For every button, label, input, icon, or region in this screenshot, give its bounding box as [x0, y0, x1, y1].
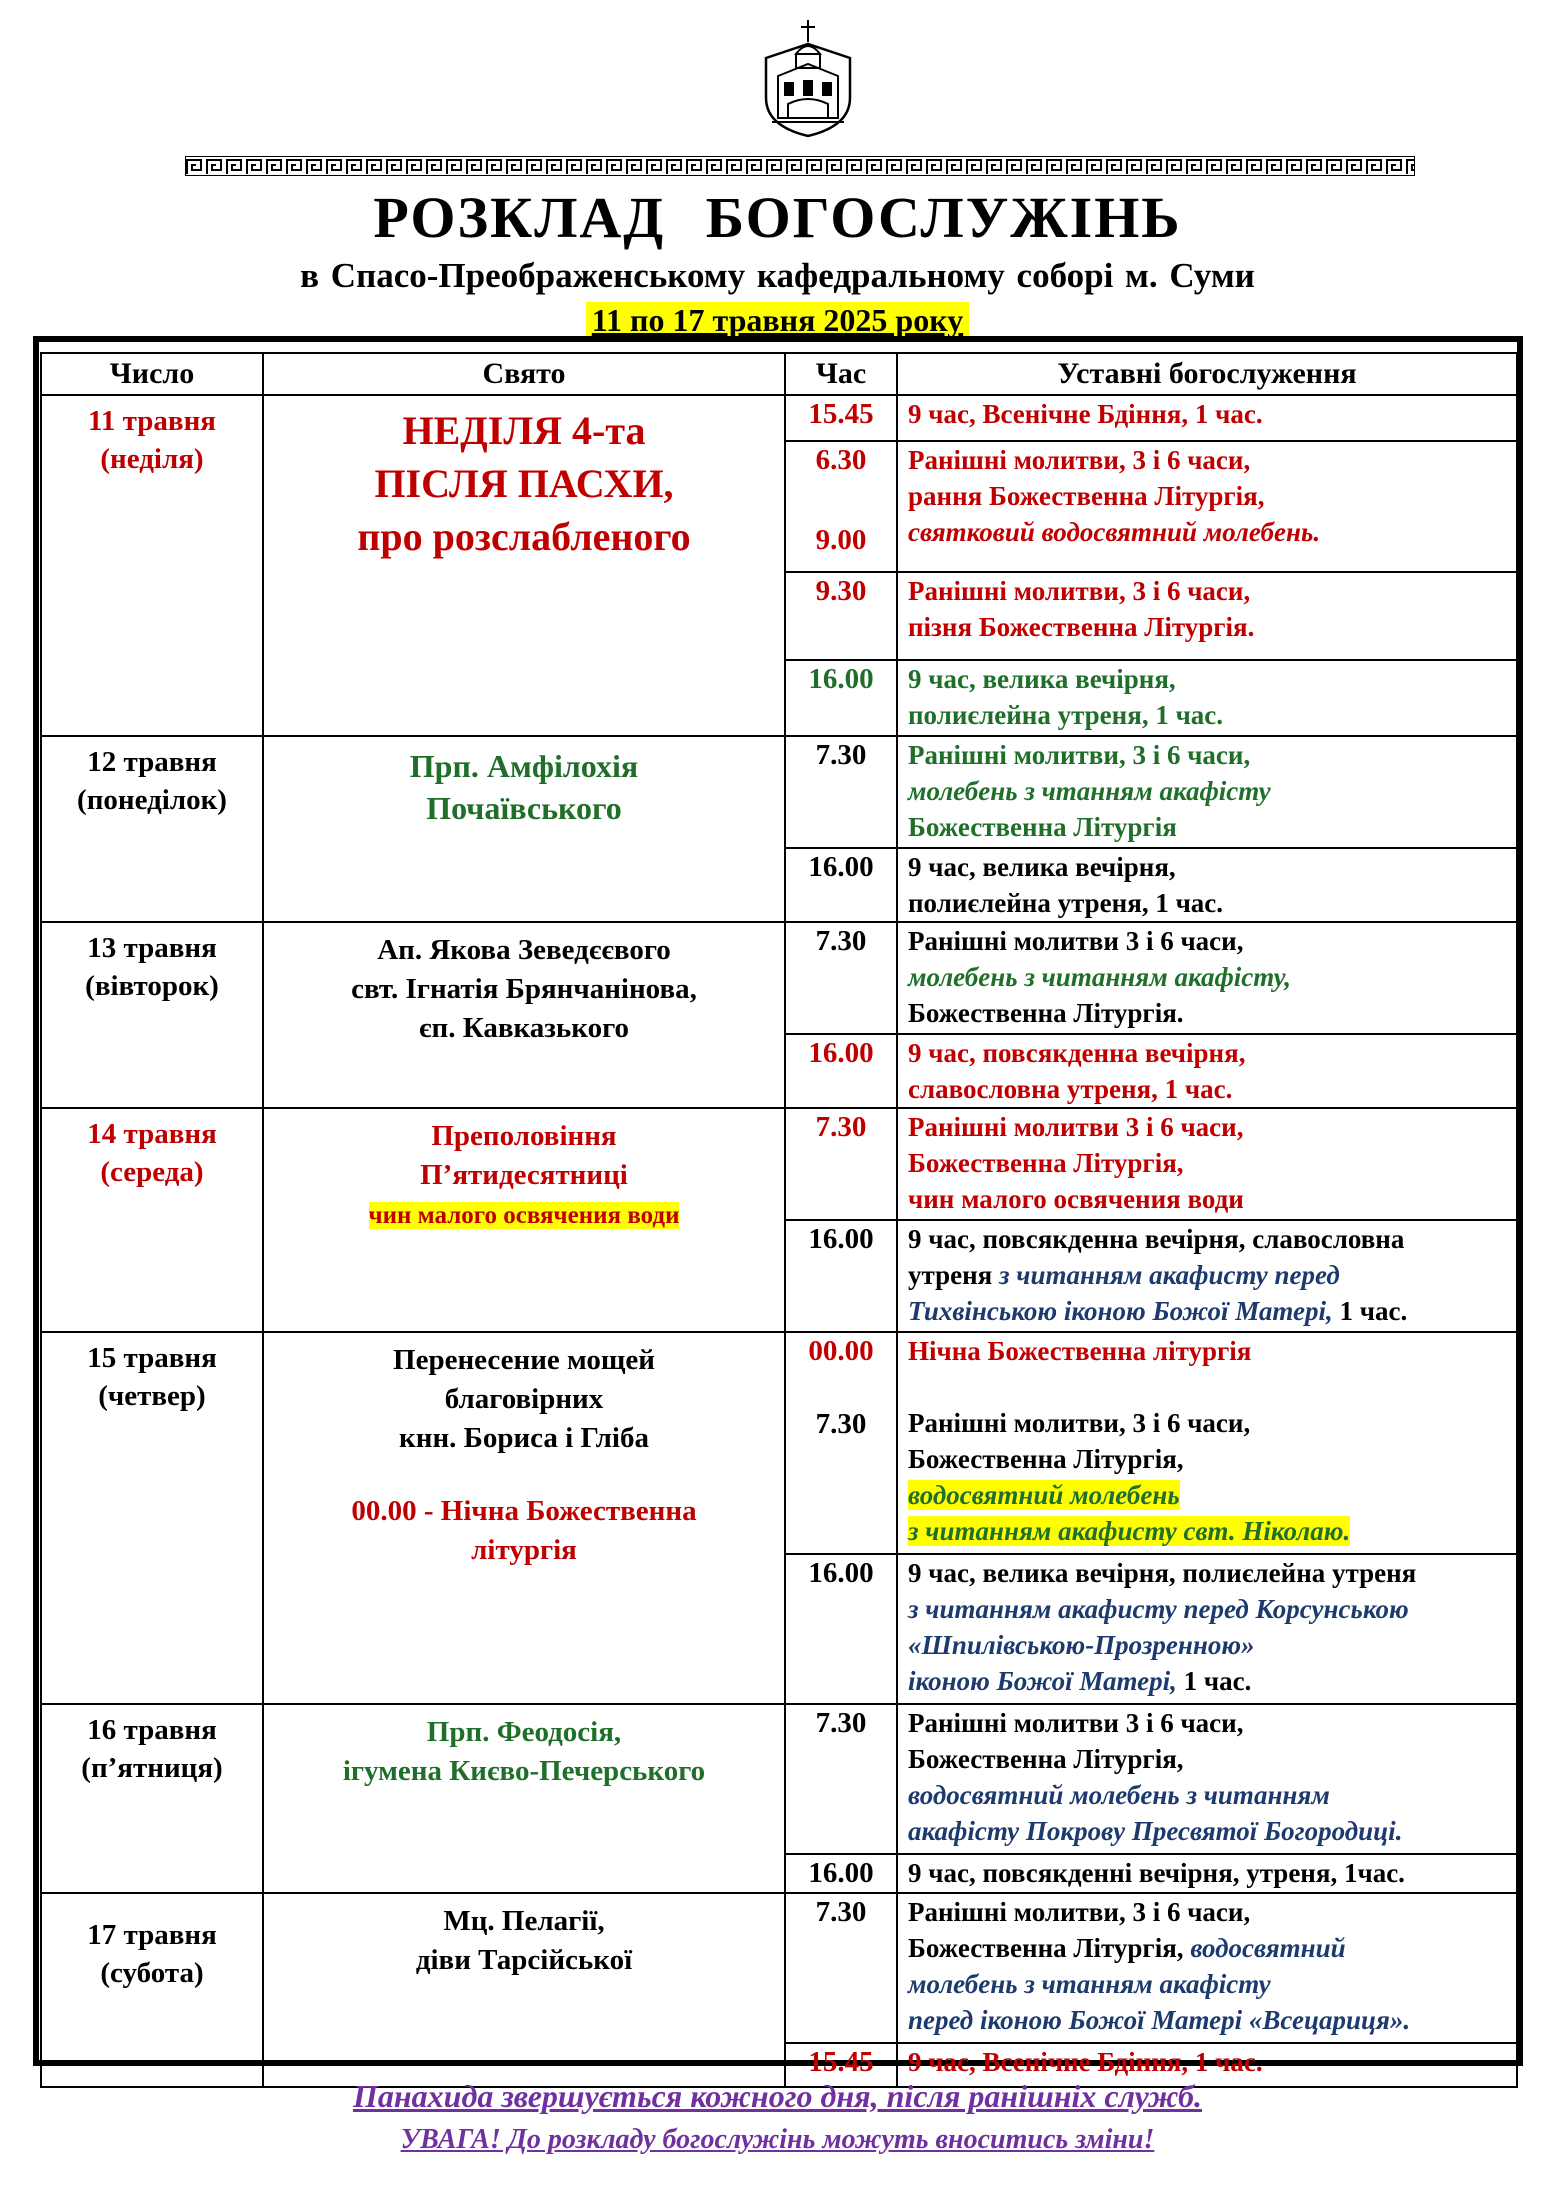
service-line: Ранішні молитви 3 і 6 часи,	[908, 1708, 1244, 1738]
day-cell	[41, 1893, 263, 2087]
service-time: 16.00	[785, 848, 897, 922]
service-line: Божественна Літургія	[908, 812, 1177, 842]
service-line: 1 час.	[1176, 1666, 1252, 1696]
service-line: акафісту Покрову Пресвятої Богородиці.	[908, 1816, 1403, 1846]
day-weekday: (вівторок)	[85, 970, 219, 1002]
service-time-cell	[785, 1332, 897, 1554]
service-cell	[897, 1332, 1517, 1554]
service-cell	[897, 1704, 1517, 1854]
table-header-row	[41, 353, 1517, 395]
day-date: 16 травня	[87, 1714, 217, 1746]
day-cell	[41, 922, 263, 1108]
service-line: 9 час, велика вечірня,	[908, 852, 1176, 882]
service-line: Ранішні молитви 3 і 6 часи,	[908, 926, 1244, 956]
service-time: 15.45	[785, 395, 897, 441]
service-line: Божественна Літургія,	[908, 1744, 1184, 1774]
service-cell	[897, 736, 1517, 848]
service-line: з читанням акафисту перед	[999, 1260, 1340, 1290]
footer-memorial-note: Панахида звершується кожного дня, після ранішніх служб.	[352, 2078, 1203, 2114]
service-time: 7.30	[785, 1704, 897, 1854]
table-row	[41, 1332, 1517, 1554]
service-line: молебень з чтанням акафісту	[908, 1969, 1271, 1999]
feast-line: про розслабленого	[357, 514, 691, 559]
footer-warning: УВАГА! До розкладу богослужінь можуть вноситись зміни!	[400, 2124, 1155, 2155]
page-title: РОЗКЛАД БОГОСЛУЖІНЬ	[373, 185, 1182, 250]
feast-line: ПІСЛЯ ПАСХИ,	[374, 461, 674, 506]
feast-cell	[263, 1332, 785, 1704]
service-line: «Шпилівською-Прозренною»	[908, 1630, 1255, 1660]
service-line: Ранішні молитви, 3 і 6 часи,	[908, 445, 1251, 475]
service-line: Божественна Літургія,	[908, 1148, 1184, 1178]
service-cell	[897, 441, 1517, 572]
day-weekday: (неділя)	[100, 443, 204, 475]
day-weekday: (субота)	[100, 1957, 204, 1989]
service-text: 9 час, Всенічне Бдіння, 1 час.	[897, 2043, 1517, 2087]
service-text: 9 час, повсякденні вечірня, утреня, 1час.	[897, 1854, 1517, 1893]
feast-line: Мц. Пелагії,	[443, 1905, 605, 1937]
service-cell	[897, 922, 1517, 1034]
service-line: 9 час, велика вечірня,	[908, 664, 1176, 694]
service-time: 00.00	[808, 1335, 874, 1367]
feast-note: чин малого освячения води	[368, 1202, 680, 1229]
service-line: рання Божественна Літургія,	[908, 481, 1265, 511]
day-weekday: (понеділок)	[77, 784, 227, 816]
service-line: 9 час, велика вечірня, полиєлейна утреня	[908, 1558, 1417, 1588]
feast-line: Прп. Амфілохія	[409, 748, 639, 784]
day-date: 13 травня	[87, 932, 217, 964]
table-row	[41, 395, 1517, 441]
day-cell	[41, 1108, 263, 1332]
service-line: водосвятний	[1190, 1933, 1346, 1963]
feast-extra-line: літургія	[471, 1534, 577, 1566]
feast-line: благовірних	[444, 1383, 604, 1415]
service-line: молебень з читанням акафісту,	[908, 962, 1291, 992]
service-line: 9 час, повсякденна вечірня, славословна	[908, 1224, 1405, 1254]
service-line: Божественна Літургія,	[908, 1933, 1191, 1963]
service-cell	[897, 660, 1517, 736]
service-line: славословна утреня, 1 час.	[908, 1074, 1233, 1104]
service-cell	[897, 1034, 1517, 1108]
service-line: Ранішні молитви, 3 і 6 часи,	[908, 1408, 1251, 1438]
service-line: молебень з чтанням акафісту	[908, 776, 1271, 806]
service-line: полиєлейна утреня, 1 час.	[908, 888, 1224, 918]
service-cell	[897, 1220, 1517, 1332]
service-time: 9.30	[785, 572, 897, 660]
service-time: 16.00	[785, 1220, 897, 1332]
service-time: 7.30	[785, 736, 897, 848]
service-line: Ранішні молитви, 3 і 6 часи,	[908, 740, 1251, 770]
feast-cell	[263, 395, 785, 736]
page-subtitle: в Спасо-Преображенському кафедральному соборі м. Суми	[300, 256, 1255, 295]
service-time-cell	[785, 441, 897, 572]
service-cell	[897, 1554, 1517, 1704]
day-weekday: (середа)	[100, 1156, 204, 1188]
service-line: Ранішні молитви 3 і 6 часи,	[908, 1112, 1244, 1142]
table-row	[41, 922, 1517, 1034]
feast-cell	[263, 1893, 785, 2087]
service-line: іконою Божої Матері,	[908, 1666, 1177, 1696]
feast-line: єп. Кавказького	[418, 1012, 630, 1044]
service-time: 7.30	[785, 1893, 897, 2043]
day-date: 15 травня	[87, 1342, 217, 1374]
date-range	[0, 302, 1555, 339]
service-line: пізня Божественна Літургія.	[908, 612, 1255, 642]
day-weekday: (п’ятниця)	[81, 1752, 223, 1784]
column-header-date: Число	[41, 353, 263, 395]
service-line: чин малого освячения води	[908, 1184, 1244, 1214]
service-line: Божественна Літургія,	[908, 1444, 1184, 1474]
feast-line: Почаївського	[426, 790, 622, 826]
table-row	[41, 1704, 1517, 1854]
service-time: 6.30	[815, 444, 867, 476]
service-line: Ранішні молитви, 3 і 6 часи,	[908, 576, 1251, 606]
table-row	[41, 1108, 1517, 1220]
service-line: полиєлейна утреня, 1 час.	[908, 700, 1224, 730]
feast-cell	[263, 736, 785, 922]
feast-line: кнн. Бориса і Гліба	[399, 1422, 649, 1454]
date-range-text: 11 по 17 травня 2025 року	[586, 302, 969, 338]
service-line: утреня	[908, 1260, 1000, 1290]
service-cell	[897, 1108, 1517, 1220]
day-date: 11 травня	[88, 405, 216, 437]
service-line: Божественна Літургія.	[908, 998, 1184, 1028]
day-cell	[41, 1332, 263, 1704]
service-time: 7.30	[785, 1108, 897, 1220]
feast-line: свт. Ігнатія Брянчанінова,	[351, 973, 697, 1005]
service-time: 15.45	[785, 2043, 897, 2087]
feast-cell	[263, 1704, 785, 1893]
feast-line: Прп. Феодосія,	[426, 1716, 622, 1748]
feast-line: ігумена Києво-Печерського	[342, 1755, 706, 1787]
service-line: Нічна Божественна літургія	[908, 1336, 1252, 1366]
service-cell	[897, 572, 1517, 660]
cathedral-emblem-icon	[758, 18, 858, 138]
day-cell	[41, 736, 263, 922]
day-cell	[41, 1704, 263, 1893]
feast-line: Перенесение мощей	[393, 1344, 655, 1376]
feast-line: НЕДІЛЯ 4-та	[402, 408, 646, 453]
service-line: Ранішні молитви, 3 і 6 часи,	[908, 1897, 1251, 1927]
service-time: 7.30	[815, 1408, 867, 1440]
service-line: перед іконою Божої Матері «Всецариця».	[908, 2005, 1411, 2035]
feast-line: діви Тарсійської	[415, 1944, 633, 1976]
service-cell	[897, 1893, 1517, 2043]
column-header-time: Час	[785, 353, 897, 395]
schedule-table	[40, 352, 1518, 2088]
service-line: святковий водосвятний молебень.	[908, 517, 1321, 547]
feast-cell	[263, 1108, 785, 1332]
service-line: 1 час.	[1332, 1296, 1408, 1326]
day-date: 12 травня	[87, 746, 217, 778]
service-text: 9 час, Всенічне Бдіння, 1 час.	[897, 395, 1517, 441]
day-cell	[41, 395, 263, 736]
column-header-services: Уставні богослуження	[897, 353, 1517, 395]
service-time: 16.00	[785, 1554, 897, 1704]
feast-line: П’ятидесятниці	[420, 1159, 628, 1191]
service-line: водосвятний молебень з читанням	[908, 1780, 1330, 1810]
service-line: Тихвінською іконою Божої Матері,	[908, 1296, 1333, 1326]
service-line: з читанням акафисту свт. Ніколаю.	[908, 1516, 1351, 1546]
service-line: з читанням акафисту перед Корсунською	[908, 1594, 1409, 1624]
table-row	[41, 736, 1517, 848]
service-time: 16.00	[785, 1034, 897, 1108]
greek-meander-ornament	[185, 156, 1415, 176]
service-line: водосвятний молебень	[908, 1480, 1180, 1510]
feast-cell	[263, 922, 785, 1108]
service-time: 16.00	[785, 660, 897, 736]
day-date: 14 травня	[87, 1118, 217, 1150]
day-weekday: (четвер)	[98, 1380, 206, 1412]
service-time: 9.00	[815, 524, 867, 556]
service-line: 9 час, повсякденна вечірня,	[908, 1038, 1246, 1068]
feast-line: Ап. Якова Зеведєєвого	[377, 934, 671, 966]
service-time: 7.30	[785, 922, 897, 1034]
column-header-feast: Свято	[263, 353, 785, 395]
feast-line: Преполовіння	[431, 1120, 617, 1152]
table-row	[41, 1893, 1517, 2043]
service-time: 16.00	[785, 1854, 897, 1893]
feast-extra-line: 00.00 - Нічна Божественна	[351, 1495, 697, 1527]
day-date: 17 травня	[87, 1919, 217, 1951]
service-cell	[897, 848, 1517, 922]
